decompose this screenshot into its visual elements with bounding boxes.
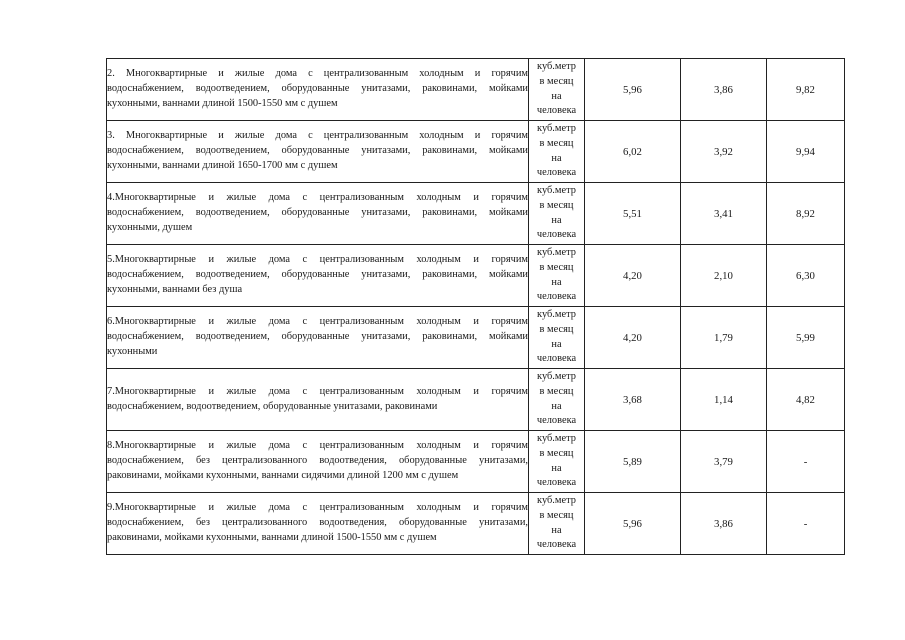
value-cell-1: 4,20 <box>585 245 681 307</box>
category-description: 7.Многоквартирные и жилые дома с централизованным холодным и горячим водоснабжением, водоотведением, оборудованные унитазами, раковинами <box>107 369 529 431</box>
unit-line: человека <box>536 415 577 427</box>
unit-cell <box>529 59 585 121</box>
norms-table-body <box>107 59 845 555</box>
unit-line: человека <box>536 477 577 489</box>
value-cell-3: - <box>767 493 845 555</box>
unit-line: на <box>551 276 562 288</box>
value-cell-3: 5,99 <box>767 307 845 369</box>
unit-line: куб.метр <box>537 246 576 258</box>
category-description: 4.Многоквартирные и жилые дома с централизованным холодным и горячим водоснабжением, водоотведением, оборудованные унитазами, раковинами, мойками кухонными, душем <box>107 183 529 245</box>
value-cell-1: 6,02 <box>585 121 681 183</box>
unit-line: куб.метр <box>537 308 576 320</box>
value-cell-2: 3,86 <box>681 59 767 121</box>
unit-line: на <box>551 524 562 536</box>
unit-line: на <box>551 90 562 102</box>
unit-line: человека <box>536 167 577 179</box>
unit-line: куб.метр <box>537 122 576 134</box>
unit-line: на <box>551 462 562 474</box>
unit-line: на <box>551 214 562 226</box>
unit-line: человека <box>536 353 577 365</box>
unit-line: в месяц <box>539 447 574 459</box>
unit-line: человека <box>536 229 577 241</box>
unit-line: куб.метр <box>537 494 576 506</box>
value-cell-2: 3,79 <box>681 431 767 493</box>
unit-line: на <box>551 338 562 350</box>
value-cell-3: 8,92 <box>767 183 845 245</box>
value-cell-1: 5,96 <box>585 59 681 121</box>
value-cell-2: 3,41 <box>681 183 767 245</box>
unit-cell <box>529 493 585 555</box>
value-cell-1: 5,51 <box>585 183 681 245</box>
unit-line: куб.метр <box>537 432 576 444</box>
value-cell-1: 5,96 <box>585 493 681 555</box>
table-row <box>107 431 845 493</box>
value-cell-2: 2,10 <box>681 245 767 307</box>
unit-cell <box>529 431 585 493</box>
unit-line: человека <box>536 105 577 117</box>
unit-cell <box>529 245 585 307</box>
value-cell-3: 4,82 <box>767 369 845 431</box>
value-cell-2: 3,92 <box>681 121 767 183</box>
category-description: 8.Многоквартирные и жилые дома с централизованным холодным и горячим водоснабжением, без централизованного водоотведения, оборудованные унитазами, раковинами, мойками кухонными, ваннами сидячими длиной 1200 мм с душем <box>107 431 529 493</box>
unit-line: в месяц <box>539 199 574 211</box>
table-row <box>107 59 845 121</box>
category-description: 6.Многоквартирные и жилые дома с централизованным холодным и горячим водоснабжением, водоотведением, оборудованные унитазами, раковинами, мойками кухонными <box>107 307 529 369</box>
unit-cell <box>529 369 585 431</box>
unit-line: человека <box>536 539 577 551</box>
unit-line: куб.метр <box>537 370 576 382</box>
value-cell-3: 9,82 <box>767 59 845 121</box>
table-row <box>107 307 845 369</box>
value-cell-3: 9,94 <box>767 121 845 183</box>
category-description: 2. Многоквартирные и жилые дома с централизованным холодным и горячим водоснабжением, водоотведением, оборудованные унитазами, раковинами, мойками кухонными, ваннами длиной 1500-1550 мм с душем <box>107 59 529 121</box>
category-description: 5.Многоквартирные и жилые дома с централизованным холодным и горячим водоснабжением, водоотведением, оборудованные унитазами, раковинами, мойками кухонными, ваннами без душа <box>107 245 529 307</box>
unit-line: на <box>551 152 562 164</box>
value-cell-1: 5,89 <box>585 431 681 493</box>
value-cell-2: 1,14 <box>681 369 767 431</box>
norms-table <box>106 58 845 555</box>
unit-line: куб.метр <box>537 60 576 72</box>
value-cell-2: 1,79 <box>681 307 767 369</box>
value-cell-2: 3,86 <box>681 493 767 555</box>
unit-line: на <box>551 400 562 412</box>
unit-line: в месяц <box>539 323 574 335</box>
value-cell-3: 6,30 <box>767 245 845 307</box>
category-description: 9.Многоквартирные и жилые дома с централизованным холодным и горячим водоснабжением, без централизованного водоотведения, оборудованные унитазами, раковинами, мойками кухонными, ваннами длиной 1500-1550 мм с душем <box>107 493 529 555</box>
value-cell-1: 3,68 <box>585 369 681 431</box>
unit-line: в месяц <box>539 385 574 397</box>
table-row <box>107 121 845 183</box>
unit-line: человека <box>536 291 577 303</box>
value-cell-3: - <box>767 431 845 493</box>
unit-cell <box>529 121 585 183</box>
table-row <box>107 183 845 245</box>
unit-line: в месяц <box>539 261 574 273</box>
value-cell-1: 4,20 <box>585 307 681 369</box>
table-row <box>107 369 845 431</box>
unit-line: в месяц <box>539 509 574 521</box>
unit-line: куб.метр <box>537 184 576 196</box>
unit-cell <box>529 183 585 245</box>
unit-line: в месяц <box>539 75 574 87</box>
table-row <box>107 245 845 307</box>
category-description: 3. Многоквартирные и жилые дома с централизованным холодным и горячим водоснабжением, водоотведением, оборудованные унитазами, раковинами, мойками кухонными, ваннами длиной 1650-1700 мм с душем <box>107 121 529 183</box>
unit-cell <box>529 307 585 369</box>
table-row <box>107 493 845 555</box>
unit-line: в месяц <box>539 137 574 149</box>
